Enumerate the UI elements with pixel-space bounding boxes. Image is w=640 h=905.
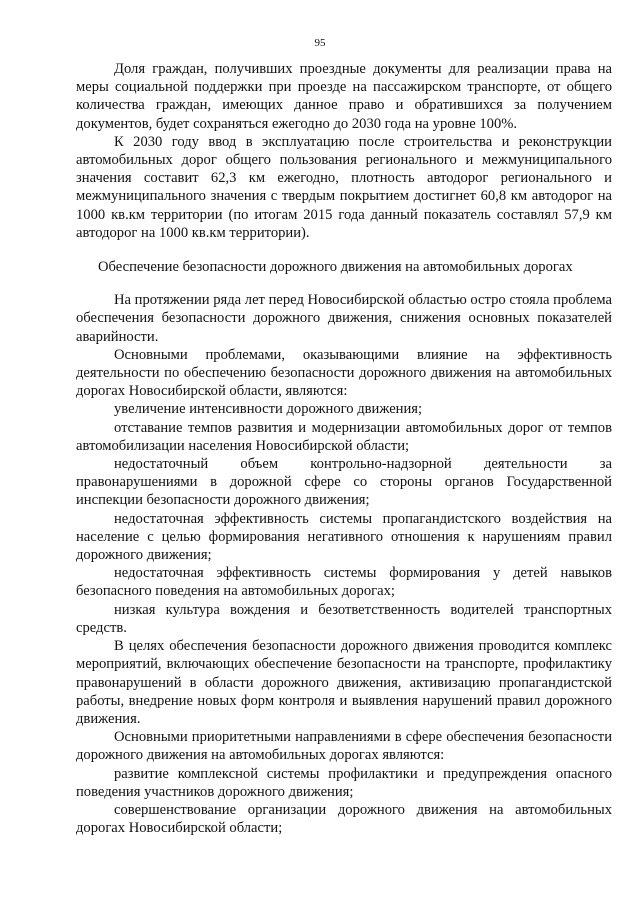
list-item-propaganda-efficiency: недостаточная эффективность системы пропагандистского воздействия на население с целью формирования негативного отношения к нарушениям правил дорожного движения;: [76, 510, 612, 564]
paragraph-road-safety-problem: На протяжении ряда лет перед Новосибирской областью остро стояла проблема обеспечения безопасности дорожного движения, снижения основных показателей аварийности.: [76, 292, 612, 345]
paragraph-road-construction-2030: К 2030 году ввод в эксплуатацию после строительства и реконструкции автомобильных дорог общего пользования регионального и межмуниципального значения составит 62,3 км ежегодно, плотность автодорог регионального и межмуниципального значения с твердым покрытием достигнет 60,8 км автодорог на 1000 кв.км территории (по итогам 2015 года данный показатель составлял 57,9 км автодорог на 1000 кв.км территории).: [76, 133, 612, 241]
list-item-insufficient-control: недостаточный объем контрольно-надзорной деятельности за правонарушениями в дорожной сфере со стороны органов Государственной инспекции безопасности дорожного движения;: [76, 456, 612, 509]
paragraph-safety-measures: В целях обеспечения безопасности дорожного движения проводится комплекс мероприятий, включающих обеспечение безопасности на транспорте, профилактику правонарушений в области дорожного движения, активизацию пропагандистской работы, внедрение новых форм контроля и выявления нарушений правил дорожного движения.: [76, 638, 612, 727]
page-number: 95: [314, 37, 326, 49]
list-item-children-safety-skills: недостаточная эффективность системы формирования у детей навыков безопасного поведения на автомобильных дорогах;: [76, 565, 612, 600]
list-item-driving-culture: низкая культура вождения и безответственность водителей транспортных средств.: [76, 601, 612, 636]
section-heading-road-safety: Обеспечение безопасности дорожного движения на автомобильных дорогах: [98, 259, 573, 276]
paragraph-travel-documents-share: Доля граждан, получивших проездные документы для реализации права на меры социальной поддержки при проезде на пассажирском транспорте, от общего количества граждан, имеющих данное право и обратившихся за получением документов, будет сохраняться ежегодно до 2030 года на уровне 100%.: [76, 61, 612, 132]
paragraph-priority-directions-intro: Основными приоритетными направлениями в сфере обеспечения безопасности дорожного движения на автомобильных дорогах являются:: [76, 729, 612, 764]
list-item-traffic-intensity: увеличение интенсивности дорожного движения;: [114, 401, 423, 418]
list-item-road-development-lag: отставание темпов развития и модернизации автомобильных дорог от темпов автомобилизации населения Новосибирской области;: [76, 419, 612, 454]
list-item-prevention-system: развитие комплексной системы профилактики и предупреждения опасного поведения участников дорожного движения;: [76, 765, 612, 800]
paragraph-main-problems-intro: Основными проблемами, оказывающими влияние на эффективность деятельности по обеспечению безопасности дорожного движения на автомобильных дорогах Новосибирской области, являются:: [76, 346, 612, 400]
list-item-traffic-organization: совершенствование организации дорожного движения на автомобильных дорогах Новосибирской области;: [76, 801, 612, 837]
document-body: [76, 60, 612, 837]
